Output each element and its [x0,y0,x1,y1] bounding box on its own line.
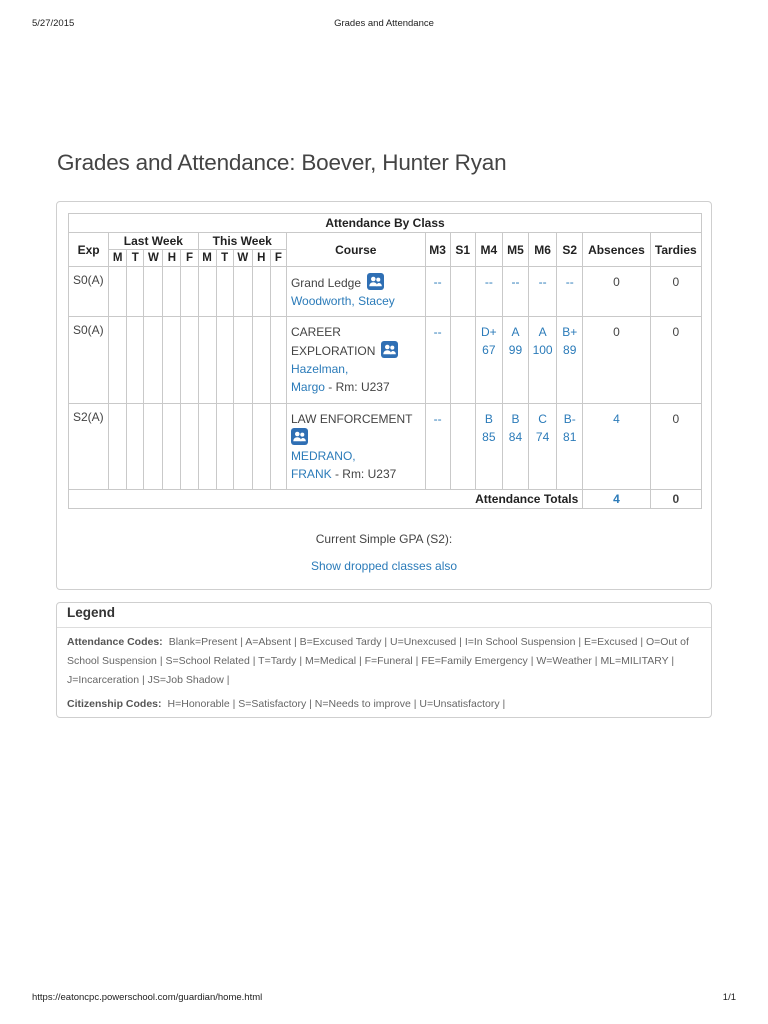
attendance-day-cell [270,267,286,317]
col-m4: M4 [475,233,502,267]
course-name-cont: EXPLORATION [290,344,376,358]
tardies-cell: 0 [650,317,701,404]
grade-percent: 99 [508,343,523,357]
attendance-day-cell [252,317,270,404]
day-header: F [181,250,198,267]
day-header: M [198,250,216,267]
teacher-contact-icon[interactable] [367,273,384,290]
course-name: LAW ENFORCEMENT [290,412,413,426]
teacher-contact-icon[interactable] [291,428,308,445]
grade-s2[interactable]: -- [557,267,583,317]
grade-m4[interactable] [475,317,502,404]
print-url: https://eatoncpc.powerschool.com/guardian/home.html [32,992,263,1003]
teacher-last: MEDRANO, [290,449,356,463]
grade-percent: 100 [532,343,553,357]
grade-percent: 67 [482,343,496,357]
grade-m5[interactable]: -- [502,267,528,317]
attendance-day-cell [252,267,270,317]
total-tardies: 0 [650,490,701,509]
col-tardies: Tardies [650,233,701,267]
attendance-day-cell [233,317,252,404]
attendance-day-cell [181,317,198,404]
grade-s2[interactable] [557,404,583,490]
course-cell [286,267,425,317]
day-header: T [127,250,144,267]
attendance-day-cell [109,404,127,490]
attendance-day-cell [144,404,163,490]
grade-percent: 85 [482,430,496,444]
attendance-day-cell [163,317,181,404]
day-header: F [270,250,286,267]
attendance-day-cell [198,404,216,490]
grade-m4[interactable] [475,404,502,490]
attendance-day-cell [198,317,216,404]
totals-row [69,490,702,509]
attendance-day-cell [181,267,198,317]
attendance-day-cell [109,317,127,404]
teacher-contact-icon[interactable] [381,341,398,358]
grade-percent: 81 [563,430,577,444]
table-caption: Attendance By Class [69,214,702,233]
grade-letter: A [538,325,547,339]
attendance-day-cell [144,267,163,317]
attendance-day-cell [163,404,181,490]
grade-percent: 89 [563,343,577,357]
col-s2: S2 [557,233,583,267]
grade-percent: 74 [535,430,550,444]
col-s1: S1 [450,233,475,267]
grade-m6[interactable] [529,317,557,404]
attendance-panel [56,201,712,590]
exp-cell: S0(A) [69,317,109,404]
legend-title: Legend [67,605,116,620]
attendance-codes-text: Blank=Present | A=Absent | B=Excused Tardy | U=Unexcused | I=In School Suspension | E=Excused | O=Out of School Suspension | S=School Related | T=Tardy | M=Medical | F=Funeral | FE=Family Emergency | W=Weather | ML=MILITARY | J=Incarceration | JS=Job Shadow | [67,636,689,686]
total-absences-link[interactable]: 4 [583,490,650,509]
exp-cell: S2(A) [69,404,109,490]
grade-m6[interactable] [529,404,557,490]
attendance-day-cell [216,404,233,490]
teacher-first: FRANK [290,467,332,481]
day-header: W [144,250,163,267]
attendance-day-cell [109,267,127,317]
attendance-day-cell [270,404,286,490]
teacher-first: Margo [290,380,325,394]
page-title: Grades and Attendance: Boever, Hunter Ryan [57,150,507,175]
grade-s2[interactable] [557,317,583,404]
course-name: Grand Ledge [290,276,361,290]
grade-letter: A [511,325,520,339]
absences-link[interactable]: 4 [583,404,650,490]
legend-divider [57,627,711,628]
col-m6: M6 [529,233,557,267]
day-header: H [252,250,270,267]
attendance-codes-label: Attendance Codes: [67,636,163,648]
attendance-day-cell [198,267,216,317]
attendance-day-cell [216,317,233,404]
citizenship-codes-text: H=Honorable | S=Satisfactory | N=Needs to improve | U=Unsatisfactory | [167,698,506,710]
grade-letter: B [484,412,493,426]
grade-s1 [450,404,475,490]
attendance-day-cell [144,317,163,404]
attendance-day-cell [216,267,233,317]
teacher-last: Hazelman, [290,362,349,376]
attendance-day-cell [252,404,270,490]
grade-m5[interactable] [502,317,528,404]
attendance-day-cell [233,404,252,490]
attendance-day-cell [127,404,144,490]
attendance-day-cell [181,404,198,490]
course-cell [286,317,425,404]
print-date: 5/27/2015 [32,18,75,29]
grade-m3[interactable]: -- [425,317,450,404]
attendance-day-cell [233,267,252,317]
grade-letter: C [538,412,547,426]
col-absences: Absences [583,233,650,267]
grade-letter: B- [563,412,576,426]
grade-m3[interactable]: -- [425,404,450,490]
grade-m4[interactable]: -- [475,267,502,317]
attendance-day-cell [163,267,181,317]
day-header: W [233,250,252,267]
grade-s1 [450,267,475,317]
attendance-day-cell [270,317,286,404]
room-text: - Rm: U237 [324,380,390,394]
grade-m5[interactable] [502,404,528,490]
attendance-day-cell [127,267,144,317]
room-text: - Rm: U237 [331,467,397,481]
print-page-number: 1/1 [722,992,736,1003]
grade-m3[interactable]: -- [425,267,450,317]
gpa-text: Current Simple GPA (S2): [315,532,453,546]
col-exp: Exp [69,233,109,267]
col-last-week: Last Week [109,233,198,250]
day-header: M [109,250,127,267]
grade-s1 [450,317,475,404]
attendance-table [68,213,702,509]
col-course: Course [286,233,425,267]
citizenship-codes [67,695,703,714]
table-row [69,404,702,490]
print-title: Grades and Attendance [334,18,434,29]
grade-letter: B+ [562,325,578,339]
day-header: H [163,250,181,267]
tardies-cell: 0 [650,404,701,490]
grade-percent: 84 [508,430,523,444]
col-this-week: This Week [198,233,286,250]
attendance-day-cell [127,317,144,404]
absences-cell: 0 [583,267,650,317]
col-m3: M3 [425,233,450,267]
table-row [69,317,702,404]
grade-letter: B [511,412,520,426]
course-name: CAREER [290,325,341,339]
exp-cell: S0(A) [69,267,109,317]
show-dropped-link[interactable]: Show dropped classes also [310,559,458,573]
absences-cell: 0 [583,317,650,404]
course-cell [286,404,425,490]
attendance-codes [67,633,703,690]
citizenship-codes-label: Citizenship Codes: [67,698,162,710]
teacher-link[interactable]: Woodworth, Stacey [290,294,395,308]
totals-label: Attendance Totals [69,490,583,509]
grade-m6[interactable]: -- [529,267,557,317]
tardies-cell: 0 [650,267,701,317]
legend-panel [56,602,712,718]
grade-letter: D+ [481,325,497,339]
table-row [69,267,702,317]
col-m5: M5 [502,233,528,267]
day-header: T [216,250,233,267]
